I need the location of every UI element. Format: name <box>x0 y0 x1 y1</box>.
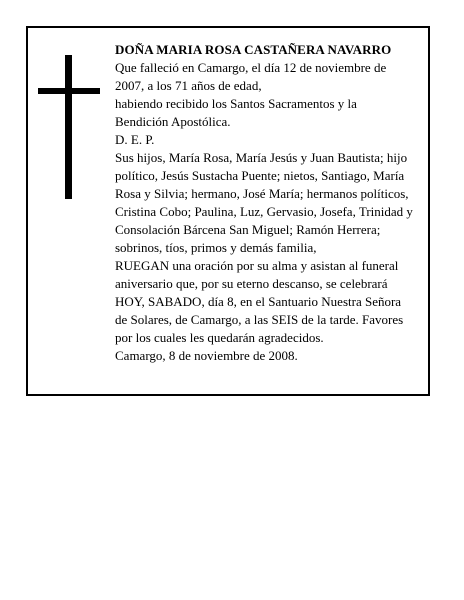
place-date-text: Camargo, 8 de noviembre de 2008. <box>115 348 298 363</box>
death-details: Que falleció en Camargo, el día 12 de noviembre de 2007, a los 71 años de edad, <box>115 60 387 93</box>
family-text: Sus hijos, María Rosa, María Jesús y Juan Bautista; hijo político, Jesús Sustacha Puente; nietos, Santiago, María Rosa y Silvia; hermano, José María; hermanos políticos, Cristina Cobo; Paulina, Luz, Gervasio, Josefa, Trinidad y Consolación Bárcena San Miguel; Ramón Herrera; sobrinos, tíos, primos y demás familia, <box>115 150 413 255</box>
obituary-notice <box>26 26 430 396</box>
deceased-name: DOÑA MARIA ROSA CASTAÑERA NAVARRO <box>115 42 392 57</box>
notice-body <box>115 41 413 365</box>
rip-text: D. E. P. <box>115 132 155 147</box>
cross-icon <box>38 55 100 199</box>
cross-horizontal-bar <box>38 88 100 94</box>
sacraments-text: habiendo recibido los Santos Sacramentos y la Bendición Apostólica. <box>115 96 357 129</box>
cross-vertical-bar <box>65 55 72 199</box>
funeral-request-text: RUEGAN una oración por su alma y asistan al funeral aniversario que, por su eterno descanso, se celebrará HOY, SABADO, día 8, en el Santuario Nuestra Señora de Solares, de Camargo, a las SEIS de la tarde. Favores por los cuales les quedarán agradecidos. <box>115 258 404 345</box>
